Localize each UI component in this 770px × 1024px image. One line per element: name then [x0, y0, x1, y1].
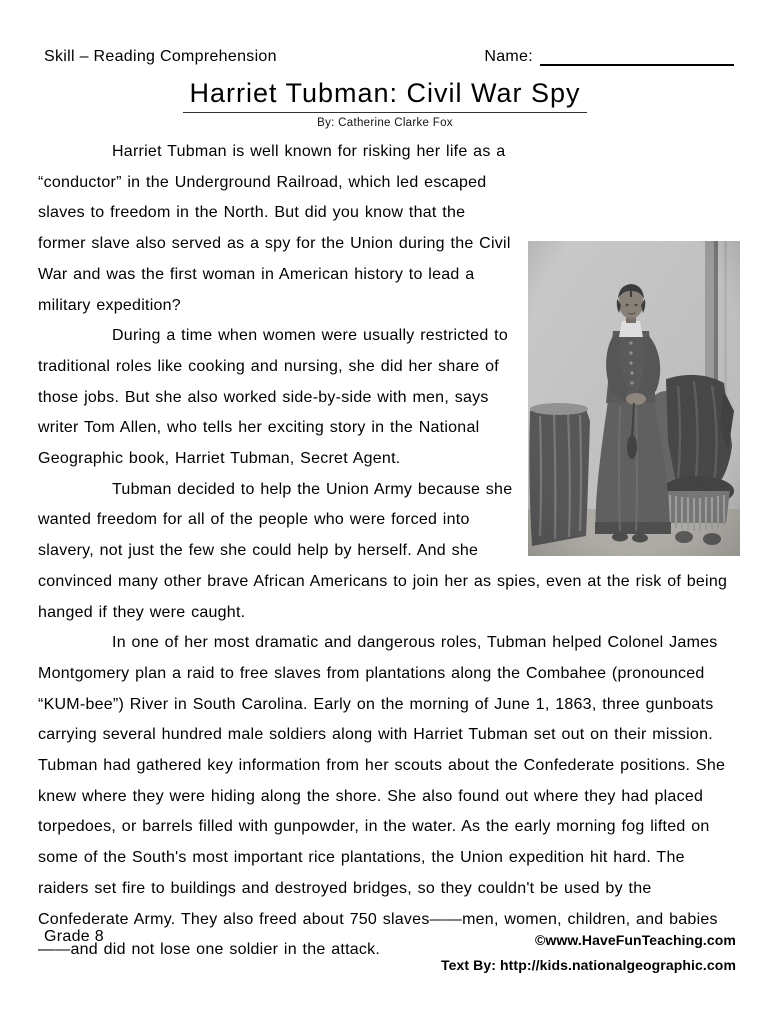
page-title: Harriet Tubman: Civil War Spy: [183, 78, 586, 113]
byline: By: Catherine Clarke Fox: [317, 117, 453, 129]
paragraph-1: Harriet Tubman is well known for risking her life as a “conductor” in the Underground Railroad, which led escaped slaves to freedom in the North. But did you know that the former slave also served as a spy for the Union during the Civil War and was the first woman in American history to lead a military expedition?: [38, 143, 511, 314]
credits-block: [441, 928, 736, 978]
name-field-area: [484, 48, 734, 66]
article-body: [38, 137, 740, 966]
paragraph-3: Tubman decided to help the Union Army because she wanted freedom for all of the people who were forced into slavery, not just the few she could help by herself. And she convinced many other brave African Americans to join her as spies, even at the risk of being hanged if they were caught.: [38, 480, 728, 621]
name-label: Name:: [484, 48, 533, 65]
grade-label: Grade 8: [44, 928, 104, 945]
title-block: [0, 78, 770, 129]
skill-label: Skill – Reading Comprehension: [44, 48, 277, 65]
page-footer: [44, 928, 736, 978]
copyright-text: ©www.HaveFunTeaching.com: [535, 932, 736, 948]
name-blank-line[interactable]: [540, 49, 734, 66]
photo-grain: [528, 241, 740, 556]
paragraph-4: In one of her most dramatic and dangerous roles, Tubman helped Colonel James Montgomery plan a raid to free slaves from plantations along the Combahee (pronounced “KUM-bee”) River in South Carolina. Early on the morning of June 1, 1863, three gunboats carrying several hundred male soldiers along with Harriet Tubman set out on their mission. Tubman had gathered key information from her scouts about the Confederate positions. She knew where they were hiding along the shore. She also found out where they had placed torpedoes, or barrels filled with gunpowder, in the water. As the early morning fog lifted on some of the South's most important rice plantations, the Union expedition hit hard. The raiders set fire to buildings and destroyed bridges, so they couldn't be used by the Confederate Army. They also freed about 750 slaves——men, women, children, and babies——and did not lose one soldier in the attack.: [38, 634, 726, 959]
harriet-tubman-photo: [528, 241, 740, 556]
tubman-photo-illustration: [528, 241, 740, 556]
text-by-url: Text By: http://kids.nationalgeographic.com: [441, 957, 736, 973]
paragraph-2: During a time when women were usually restricted to traditional roles like cooking and nursing, she did her share of those jobs. But she also worked side-by-side with men, says writer Tom Allen, who tells her exciting story in the National Geographic book, Harriet Tubman, Secret Agent.: [38, 327, 509, 468]
page-header: [44, 48, 734, 66]
